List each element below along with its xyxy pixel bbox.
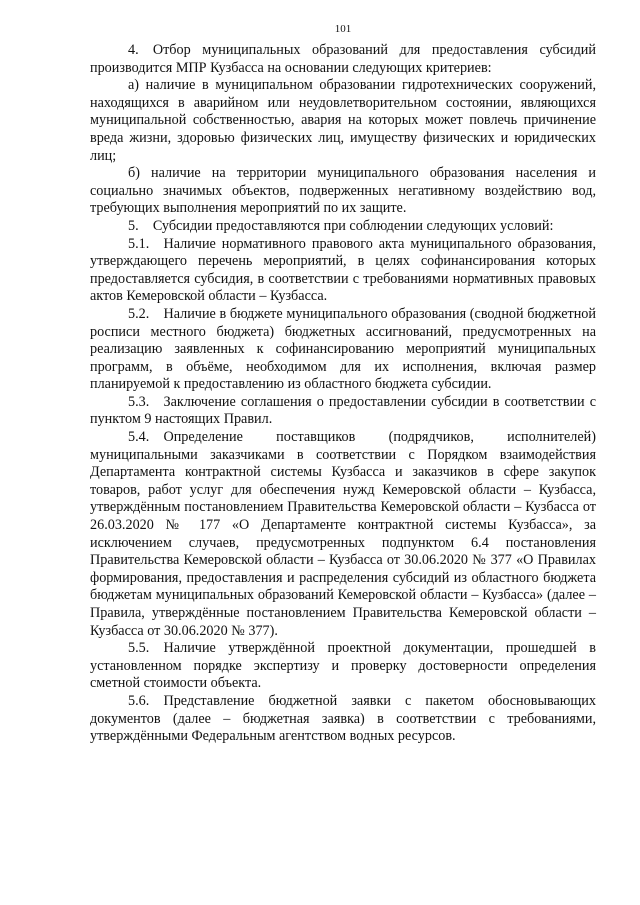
- paragraph-5-1: 5.1. Наличие нормативного правового акта муниципального образования, утверждающего перечень мероприятий, в целях софинансирования которых предоставляется субсидия, в соответствии с требованиями нормативных правовых актов Кемеровской области – Кузбасса.: [90, 235, 596, 305]
- paragraph-criterion-a: а) наличие в муниципальном образовании гидротехнических сооружений, находящихся в аварийном или неудовлетворительном состоянии, являющихся муниципальной собственностью, авария на которых может повлечь причинение вреда жизни, здоровью физических лиц, имуществу физических и юридических лиц;: [90, 77, 596, 164]
- paragraph-5-3: 5.3. Заключение соглашения о предоставлении субсидии в соответствии с пунктом 9 настоящих Правил.: [90, 393, 596, 428]
- paragraph-5-4: 5.4. Определение поставщиков (подрядчиков, исполнителей) муниципальными заказчиками в соответствии с Порядком взаимодействия Департамента контрактной системы Кузбасса и заказчиков в сфере закупок товаров, работ услуг для обеспечения нужд Кемеровской области – Кузбасса, утверждённым постановлением Правительства Кемеровской области – Кузбасса от 26.03.2020 № 177 «О Департаменте контрактной системы Кузбасса», за исключением случаев, предусмотренных подпунктом 6.4 постановления Правительства Кемеровской области – Кузбасса от 30.06.2020 № 377 «О Правилах формирования, предоставления и распределения субсидий из областного бюджета бюджетам муниципальных образований Кемеровской области – Кузбасса» (далее – Правила, утверждённые постановлением Правительства Кемеровской области – Кузбасса от 30.06.2020 № 377).: [90, 429, 596, 639]
- paragraph-criterion-b: б) наличие на территории муниципального образования населения и социально значимых объектов, подверженных негативному воздействию вод, требующих выполнения мероприятий по их защите.: [90, 165, 596, 217]
- paragraph-5-conditions: 5. Субсидии предоставляются при соблюдении следующих условий:: [128, 217, 554, 234]
- document-page: [90, 22, 596, 746]
- page-number: 101: [334, 23, 352, 35]
- paragraph-5-6: 5.6. Представление бюджетной заявки с пакетом обосновывающих документов (далее – бюджетная заявка) в соответствии с требованиями, утверждёнными Федеральным агентством водных ресурсов.: [90, 692, 596, 745]
- paragraph-4-selection-criteria: 4. Отбор муниципальных образований для предоставления субсидий производится МПР Кузбасса на основании следующих критериев:: [90, 42, 596, 76]
- paragraph-5-2: 5.2. Наличие в бюджете муниципального образования (сводной бюджетной росписи местного бюджета) бюджетных ассигнований, предусмотренных на реализацию заявленных к софинансированию мероприятий муниципальных программ, в объёме, необходимом для их исполнения, включая размер планируемой к предоставлению из областного бюджета субсидии.: [90, 305, 596, 393]
- paragraph-5-5: 5.5. Наличие утверждённой проектной документации, прошедшей в установленном порядке экспертизу и проверку достоверности определения сметной стоимости объекта.: [90, 640, 596, 692]
